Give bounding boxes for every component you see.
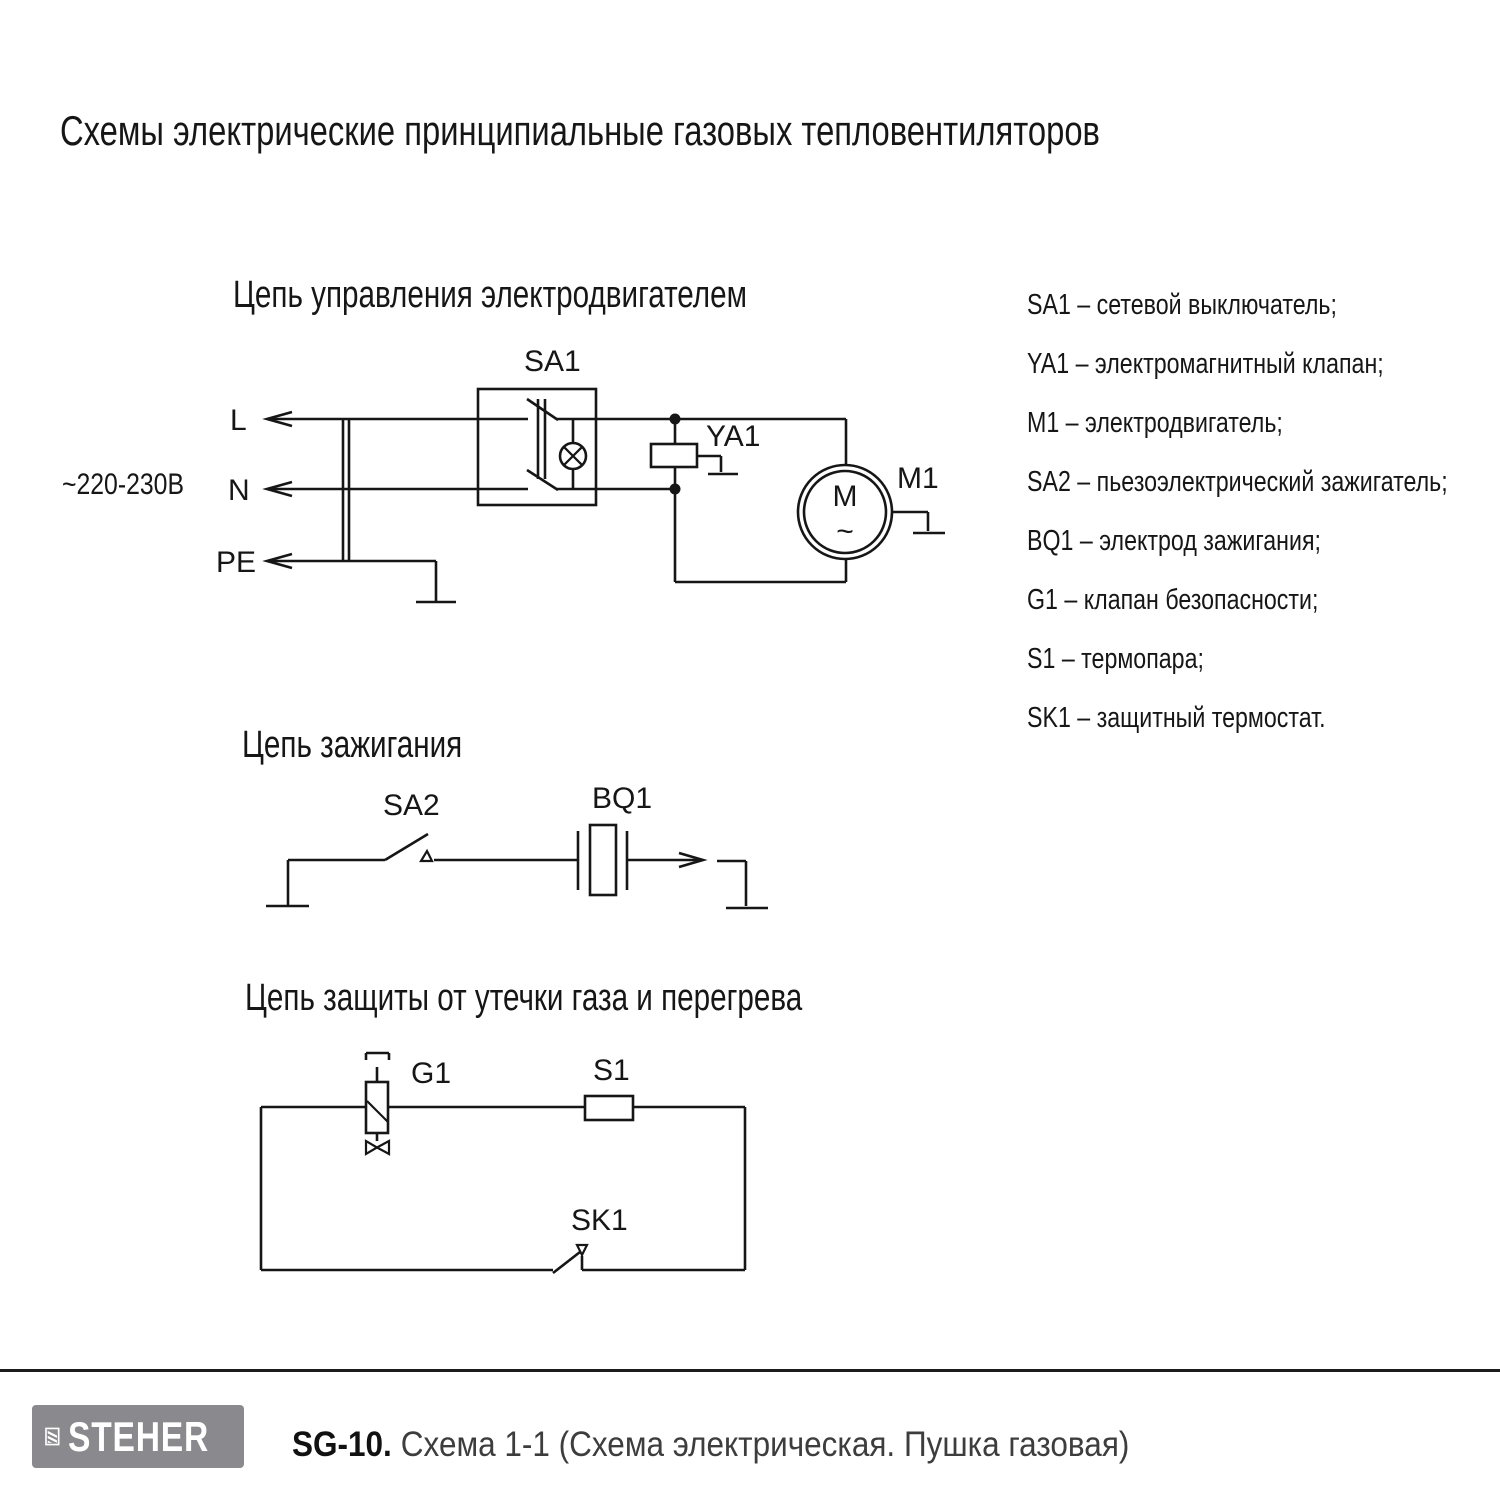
bq1-label: BQ1 — [592, 782, 653, 815]
legend-item-sa2: SA2 – пьезоэлектрический зажигатель; — [1027, 466, 1448, 498]
s1-thermocouple-icon — [585, 1096, 633, 1120]
footer-description: Схема 1-1 (Схема электрическая. Пушка газовая) — [400, 1425, 1130, 1464]
circuit3-heading: Цепь защиты от утечки газа и перегрева — [245, 977, 803, 1019]
sk1-label: SK1 — [571, 1204, 628, 1237]
ya1-label: YA1 — [706, 420, 761, 453]
sa2-label: SA2 — [383, 789, 440, 822]
circuit2-heading: Цепь зажигания — [242, 724, 463, 766]
legend-item-m1: M1 – электродвигатель; — [1027, 407, 1283, 439]
g1-safety-valve-icon — [366, 1053, 389, 1154]
loop-wires — [261, 1107, 745, 1270]
motor-ac-symbol: ~ — [836, 515, 854, 548]
legend-item-bq1: BQ1 – электрод зажигания; — [1027, 525, 1321, 557]
bq1-electrode-icon — [578, 825, 627, 895]
sk1-thermostat-icon — [553, 1245, 587, 1273]
legend-item-g1: G1 – клапан безопасности; — [1027, 584, 1319, 616]
footer-model-code: SG-10. — [292, 1425, 392, 1464]
spark-arrow-icon — [627, 853, 703, 867]
sa1-label: SA1 — [524, 345, 581, 378]
right-ground-icon — [717, 861, 768, 908]
footer-divider — [0, 1369, 1500, 1372]
line-n-label: N — [228, 474, 250, 507]
line-pe-label: PE — [216, 546, 257, 579]
footer-caption — [292, 1424, 1129, 1466]
motor-return-wire — [675, 489, 846, 582]
ignition-circuit-diagram — [240, 780, 800, 925]
legend-item-s1: S1 – термопара; — [1027, 643, 1204, 675]
legend-item-sa1: SA1 – сетевой выключатель; — [1027, 289, 1337, 321]
legend-item-sk1: SK1 – защитный термостат. — [1027, 702, 1326, 734]
motor-m-letter: M — [832, 480, 858, 513]
line-l-label: L — [230, 404, 247, 437]
sa1-switch-box — [478, 389, 596, 505]
steher-logo-text: STEHER — [67, 1412, 209, 1460]
m1-label: M1 — [897, 462, 939, 495]
g1-label: G1 — [411, 1057, 452, 1090]
page-title: Схемы электрические принципиальные газовых тепловентиляторов — [60, 107, 1100, 154]
protection-circuit-diagram — [240, 1040, 780, 1285]
s1-label: S1 — [593, 1054, 630, 1087]
voltage-label: ~220-230В — [62, 468, 184, 501]
pe-ground-icon — [416, 561, 456, 602]
sa2-switch-icon — [288, 834, 578, 861]
ya1-coil — [651, 419, 697, 489]
ya1-ground-icon — [697, 456, 738, 474]
steher-logo — [32, 1405, 244, 1468]
indicator-lamp-icon — [560, 419, 586, 489]
left-ground-icon — [266, 860, 309, 906]
circuit1-heading: Цепь управления электродвигателем — [233, 274, 747, 316]
motor-ground-icon — [892, 512, 945, 533]
steher-logo-icon — [45, 1418, 60, 1455]
motor-control-circuit-diagram — [40, 335, 970, 625]
legend-item-ya1: YA1 – электромагнитный клапан; — [1027, 348, 1384, 380]
